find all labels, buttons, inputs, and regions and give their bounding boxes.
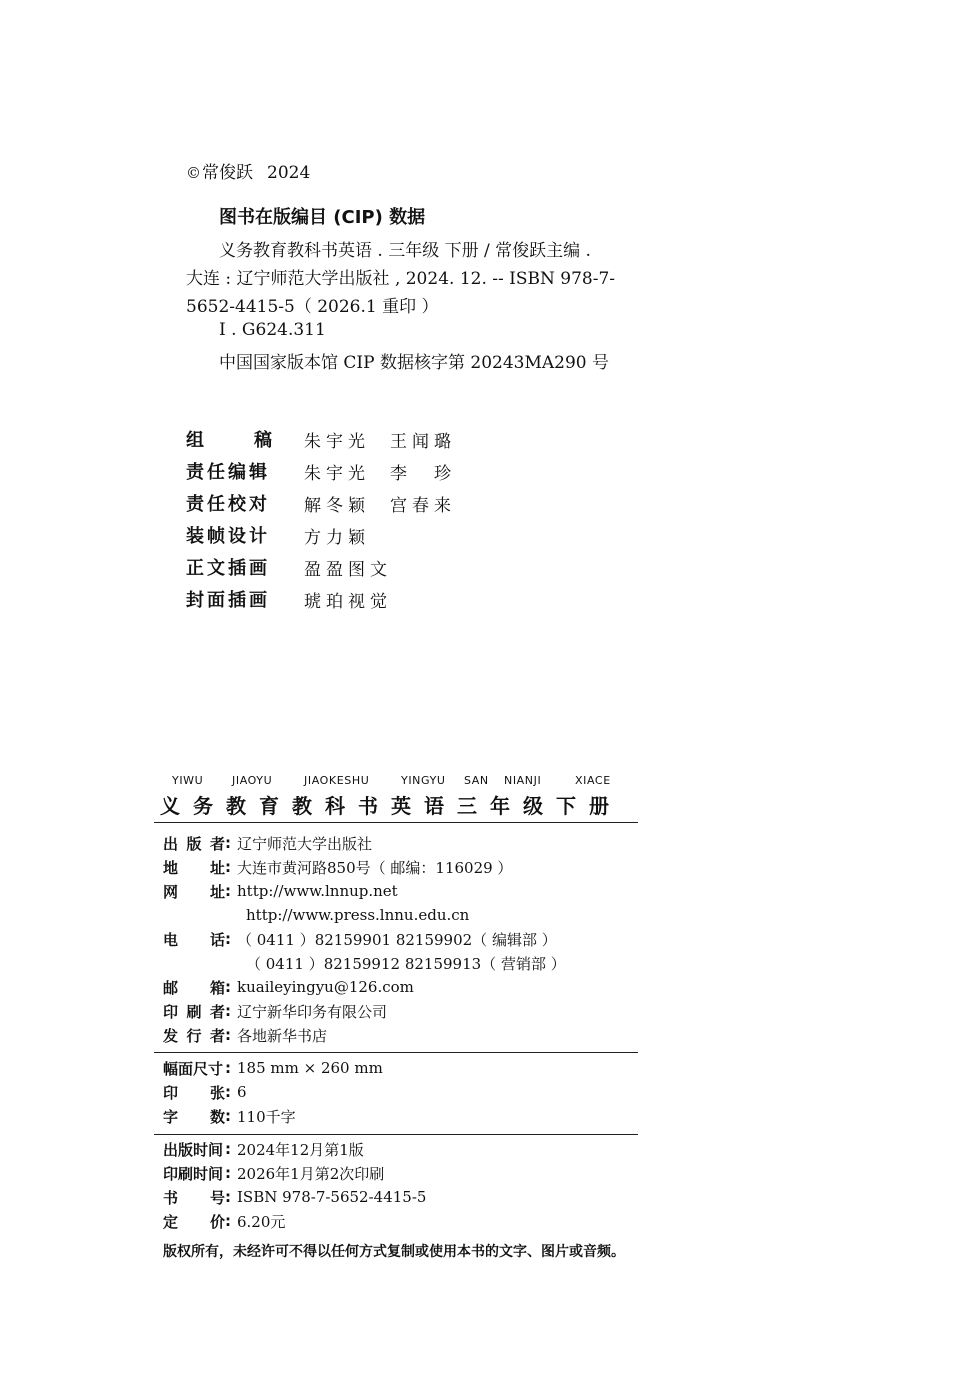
info-row: 地 址 : 大连市黄河路850号（ 邮编：116029 ）: [163, 858, 513, 877]
credit-name: 解冬颖: [304, 495, 370, 516]
info-key: 出 版 者: [163, 834, 225, 853]
info-value: （ 0411 ）82159901 82159902（ 编辑部 ）: [237, 930, 557, 949]
copyright-year: 2024: [267, 163, 311, 183]
website-link[interactable]: http://www.press.lnnu.edu.cn: [246, 906, 470, 924]
credit-role: 装帧设计: [186, 526, 270, 547]
info-key: 发 行 者: [163, 1026, 225, 1045]
credit-names: [304, 587, 392, 612]
credit-role: 责任校对: [186, 494, 270, 515]
credit-name: 朱宇光: [304, 463, 370, 484]
credit-row: [186, 423, 456, 455]
info-key: 网 址: [163, 882, 225, 901]
info-value: 各地新华书店: [237, 1026, 328, 1045]
info-value: 2024年12月第1版: [237, 1140, 364, 1159]
credit-row: [186, 455, 456, 487]
website-link[interactable]: http://www.lnnup.net: [237, 882, 398, 900]
credit-role: [186, 426, 272, 452]
pinyin-word: YIWU: [172, 774, 204, 787]
rights-notice: 版权所有，未经许可不得以任何方式复制或使用本书的文字、图片或音频。: [163, 1244, 625, 1260]
credit-name: 朱宇光: [304, 431, 370, 452]
divider: [154, 822, 638, 823]
credit-row: [186, 551, 456, 583]
divider: [154, 1134, 638, 1135]
info-row: 幅面尺寸 : 185 mm × 260 mm: [163, 1059, 383, 1078]
info-value: 110千字: [237, 1107, 296, 1126]
price-value: 6.20元: [237, 1212, 286, 1231]
info-row: 印 刷 者 : 辽宁新华印务有限公司: [163, 1002, 388, 1021]
info-row: 定 价 : 6.20元: [163, 1212, 286, 1231]
info-row: 印刷时间 : 2026年1月第2次印刷: [163, 1164, 385, 1183]
divider: [154, 1052, 638, 1053]
info-row: 书 号 : ISBN 978-7-5652-4415-5: [163, 1188, 427, 1207]
email-link[interactable]: kuaileyingyu@126.com: [237, 978, 414, 996]
credit-name: 李 珍: [390, 463, 456, 484]
credit-name: 盈盈图文: [304, 559, 392, 580]
credit-names: [304, 523, 370, 548]
credits-list: [186, 423, 456, 615]
credit-role: 正文插画: [186, 558, 270, 579]
info-key: 电 话: [163, 930, 225, 949]
cip-classification: Ⅰ . G624.311: [219, 320, 326, 340]
cip-record-number: 中国国家版本馆 CIP 数据核字第 20243MA290 号: [219, 353, 609, 373]
info-value: 辽宁师范大学出版社: [237, 834, 373, 853]
info-key: 书 号: [163, 1188, 225, 1207]
info-value: 2026年1月第2次印刷: [237, 1164, 385, 1183]
credit-name: 宫春来: [390, 495, 456, 516]
info-row: 网 址 : http://www.lnnup.net: [163, 882, 398, 901]
edition-info: [163, 1137, 426, 1233]
credit-names: [304, 491, 456, 516]
pinyin-word: YINGYU: [401, 774, 446, 787]
info-value: 6: [237, 1083, 247, 1101]
info-key: 出版时间: [163, 1140, 224, 1159]
info-row: 电 话 : （ 0411 ）82159901 82159902（ 编辑部 ）: [163, 930, 557, 949]
info-row: 印 张 : 6: [163, 1083, 247, 1102]
credit-names: [304, 555, 392, 580]
info-row: 邮 箱 : kuaileyingyu@126.com: [163, 978, 414, 997]
credit-role-char: 组: [186, 430, 204, 451]
info-value: 辽宁新华印务有限公司: [237, 1002, 388, 1021]
credit-role-char: 稿: [254, 430, 272, 451]
info-key: 印 刷 者: [163, 1002, 225, 1021]
cip-line-3: 5652-4415-5（ 2026.1 重印 ）: [186, 297, 439, 317]
info-value: 大连市黄河路850号（ 邮编：116029 ）: [237, 858, 513, 877]
credit-row: [186, 487, 456, 519]
publisher-info: [163, 831, 566, 1047]
credit-names: [304, 459, 456, 484]
pinyin-word: JIAOKESHU: [304, 774, 370, 787]
info-key: 印刷时间: [163, 1164, 224, 1183]
credit-row: [186, 583, 456, 615]
credit-role: 责任编辑: [186, 462, 270, 483]
credit-name: 方力颖: [304, 527, 370, 548]
info-row: 字 数 : 110千字: [163, 1107, 296, 1126]
credit-name: 王闻璐: [390, 431, 456, 452]
format-info: [163, 1056, 383, 1128]
pinyin-word: NIANJI: [504, 774, 542, 787]
pinyin-word: SAN: [464, 774, 489, 787]
copyright-line: [186, 158, 310, 183]
info-value: 185 mm × 260 mm: [237, 1059, 383, 1077]
info-key: 邮 箱: [163, 978, 225, 997]
copyright-holder: 常俊跃: [202, 163, 253, 183]
credit-row: [186, 519, 456, 551]
info-key: 地 址: [163, 858, 225, 877]
info-key: 幅面尺寸: [163, 1059, 224, 1078]
isbn-value: ISBN 978-7-5652-4415-5: [237, 1188, 427, 1206]
info-row: [163, 951, 566, 975]
pinyin-word: JIAOYU: [232, 774, 273, 787]
info-value: （ 0411 ）82159912 82159913（ 营销部 ）: [246, 954, 566, 973]
info-key: 定 价: [163, 1212, 225, 1231]
info-row: 发 行 者 : 各地新华书店: [163, 1026, 328, 1045]
credit-names: [304, 427, 456, 452]
credit-role: 封面插画: [186, 590, 270, 611]
title-pinyin: [162, 774, 632, 788]
credit-name: 琥珀视觉: [304, 591, 392, 612]
info-row: [163, 903, 566, 927]
info-row: 出版时间 : 2024年12月第1版: [163, 1140, 364, 1159]
cip-line-2: 大连 : 辽宁师范大学出版社 , 2024. 12. -- ISBN 978-7-: [186, 269, 616, 289]
cip-line-1: 义务教育教科书英语 . 三年级 下册 / 常俊跃主编 .: [219, 241, 591, 261]
book-title: 义务教育教科书英语三年级下册: [160, 794, 622, 818]
info-key: 印 张: [163, 1083, 225, 1102]
info-key: 字 数: [163, 1107, 225, 1126]
copyright-symbol: ©: [186, 164, 201, 182]
info-row: 出 版 者 : 辽宁师范大学出版社: [163, 834, 373, 853]
pinyin-word: XIACE: [575, 774, 611, 787]
cip-title: 图书在版编目 (CIP) 数据: [219, 207, 426, 228]
